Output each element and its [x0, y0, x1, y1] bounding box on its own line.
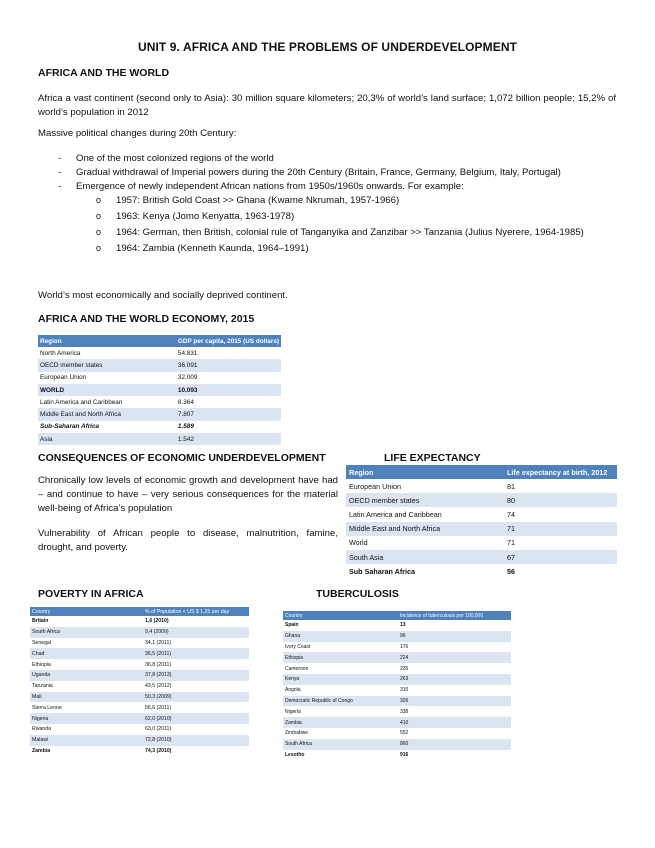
table-row: Latin America and Caribbean 8.364: [38, 396, 281, 408]
table-row: Tanzania 43,5 (2012): [30, 681, 249, 692]
vulnerability-paragraph: Vulnerability of African people to disease, malnutrition, famine, drought, and poverty.: [38, 528, 338, 553]
political-changes-list: [38, 152, 616, 256]
table-row: Britain 1,6 (2010): [30, 616, 249, 627]
section-heading-economy: AFRICA AND THE WORLD ECONOMY, 2015: [38, 313, 255, 325]
table-row: Senegal 34,1 (2011): [30, 638, 249, 649]
section-heading-tuberculosis: TUBERCULOSIS: [316, 588, 399, 600]
table-row: Asia 1.542: [38, 433, 281, 445]
table-row: Sub Saharan Africa 56: [346, 564, 617, 578]
sub-list-item: o 1964: Zambia (Kenneth Kaunda, 1964–1991): [38, 242, 616, 256]
table-row: Ethiopia 36,8 (2011): [30, 659, 249, 670]
table-row: South Africa 9,4 (2009): [30, 627, 249, 638]
table-header: Life expectancy at birth, 2012: [504, 465, 617, 479]
table-row: Rwanda 63,0 (2011): [30, 724, 249, 735]
table-row: Zambia 74,3 (2010): [30, 746, 249, 757]
table-row: Chad 36,5 (2011): [30, 648, 249, 659]
list-item: - Gradual withdrawal of Imperial powers during the 20th Century (Britain, France, Germany, Belgium, Italy, Portugal): [38, 166, 616, 180]
table-row: European Union 32.009: [38, 372, 281, 384]
tuberculosis-table: [283, 611, 511, 760]
table-row: Lesotho 916: [283, 750, 511, 761]
intro-paragraph: Africa a vast continent (second only to Asia): 30 million square kilometers; 20,3% of world’s land surface; 1,072 billion people; 15,2% of world’s population in 2012: [38, 93, 616, 118]
table-row: OECD member states 80: [346, 493, 617, 507]
table-row: OECD member states 36.091: [38, 359, 281, 371]
table-row: Kenya 263: [283, 674, 511, 685]
table-row: Middle East and North Africa 7.807: [38, 408, 281, 420]
table-row: European Union 81: [346, 479, 617, 493]
deprived-continent-paragraph: World’s most economically and socially deprived continent.: [38, 290, 288, 301]
list-item: - One of the most colonized regions of the world: [38, 152, 616, 166]
section-heading-consequences: CONSEQUENCES OF ECONOMIC UNDERDEVELOPMENT: [38, 452, 326, 464]
table-header: Incidence of tuberculosis per 100,000: [398, 611, 511, 620]
gdp-table: [38, 335, 281, 445]
consequences-paragraph: Chronically low levels of economic growth and development have had – and continue to have – very serious consequences for the material well-being of Africa’s population: [38, 475, 338, 514]
table-header-row: [38, 335, 281, 347]
table-header-row: [283, 611, 511, 620]
table-row: Middle East and North Africa 71: [346, 522, 617, 536]
table-header: Region: [38, 335, 176, 347]
table-row: North America 54.831: [38, 347, 281, 359]
table-header-row: [346, 465, 617, 479]
page-title: UNIT 9. AFRICA AND THE PROBLEMS OF UNDERDEVELOPMENT: [137, 40, 518, 54]
table-row: Nigeria 62,0 (2010): [30, 713, 249, 724]
poverty-table: [30, 607, 249, 756]
table-header: % of Population < US $ 1,25 per day: [143, 607, 249, 616]
table-header: Country: [283, 611, 398, 620]
table-row: Mali 50,3 (2009): [30, 692, 249, 703]
table-header: Country: [30, 607, 143, 616]
table-row: South Africa 860: [283, 739, 511, 750]
sub-list-item: o 1957: British Gold Coast >> Ghana (Kwame Nkrumah, 1957-1966): [38, 194, 616, 208]
political-changes-paragraph: Massive political changes during 20th Century:: [38, 128, 237, 139]
sub-list-item: o 1963: Kenya (Jomo Kenyatta, 1963-1978): [38, 210, 616, 224]
table-row: Zimbabwe 552: [283, 728, 511, 739]
sub-list-item: o 1964: German, then British, colonial rule of Tanganyika and Zanzibar >> Tanzania (Julius Nyerere, 1964-1985): [38, 226, 616, 240]
table-row: Cameroon 235: [283, 663, 511, 674]
table-row: South Asia 67: [346, 550, 617, 564]
table-row: WORLD 10.093: [38, 384, 281, 396]
section-heading-life-expectancy: LIFE EXPECTANCY: [384, 452, 481, 464]
table-row: Angola 310: [283, 685, 511, 696]
section-heading-africa-world: AFRICA AND THE WORLD: [38, 67, 170, 79]
table-header: Region: [346, 465, 504, 479]
table-row: Uganda 37,8 (2013): [30, 670, 249, 681]
table-row: Democratic Republic of Congo 326: [283, 696, 511, 707]
table-row: Nigeria 338: [283, 706, 511, 717]
table-row: Ivory Coast 176: [283, 642, 511, 653]
life-expectancy-table: [346, 465, 617, 578]
table-row: Malawi 72,8 (2010): [30, 735, 249, 746]
table-row: Sub-Saharan Africa 1.589: [38, 421, 281, 433]
table-header-row: [30, 607, 249, 616]
table-row: Ethiopia 224: [283, 652, 511, 663]
table-row: Zambia 410: [283, 717, 511, 728]
table-row: World 71: [346, 536, 617, 550]
table-row: Ghana 96: [283, 631, 511, 642]
table-row: Spain 13: [283, 620, 511, 631]
table-row: Latin America and Caribbean 74: [346, 507, 617, 521]
table-header: GDP per capita, 2015 (US dollars): [176, 335, 281, 347]
table-row: Sierra Leone 56,6 (2011): [30, 702, 249, 713]
section-heading-poverty: POVERTY IN AFRICA: [38, 588, 144, 600]
list-item: - Emergence of newly independent African nations from 1950s/1960s onwards. For example:: [38, 180, 616, 194]
